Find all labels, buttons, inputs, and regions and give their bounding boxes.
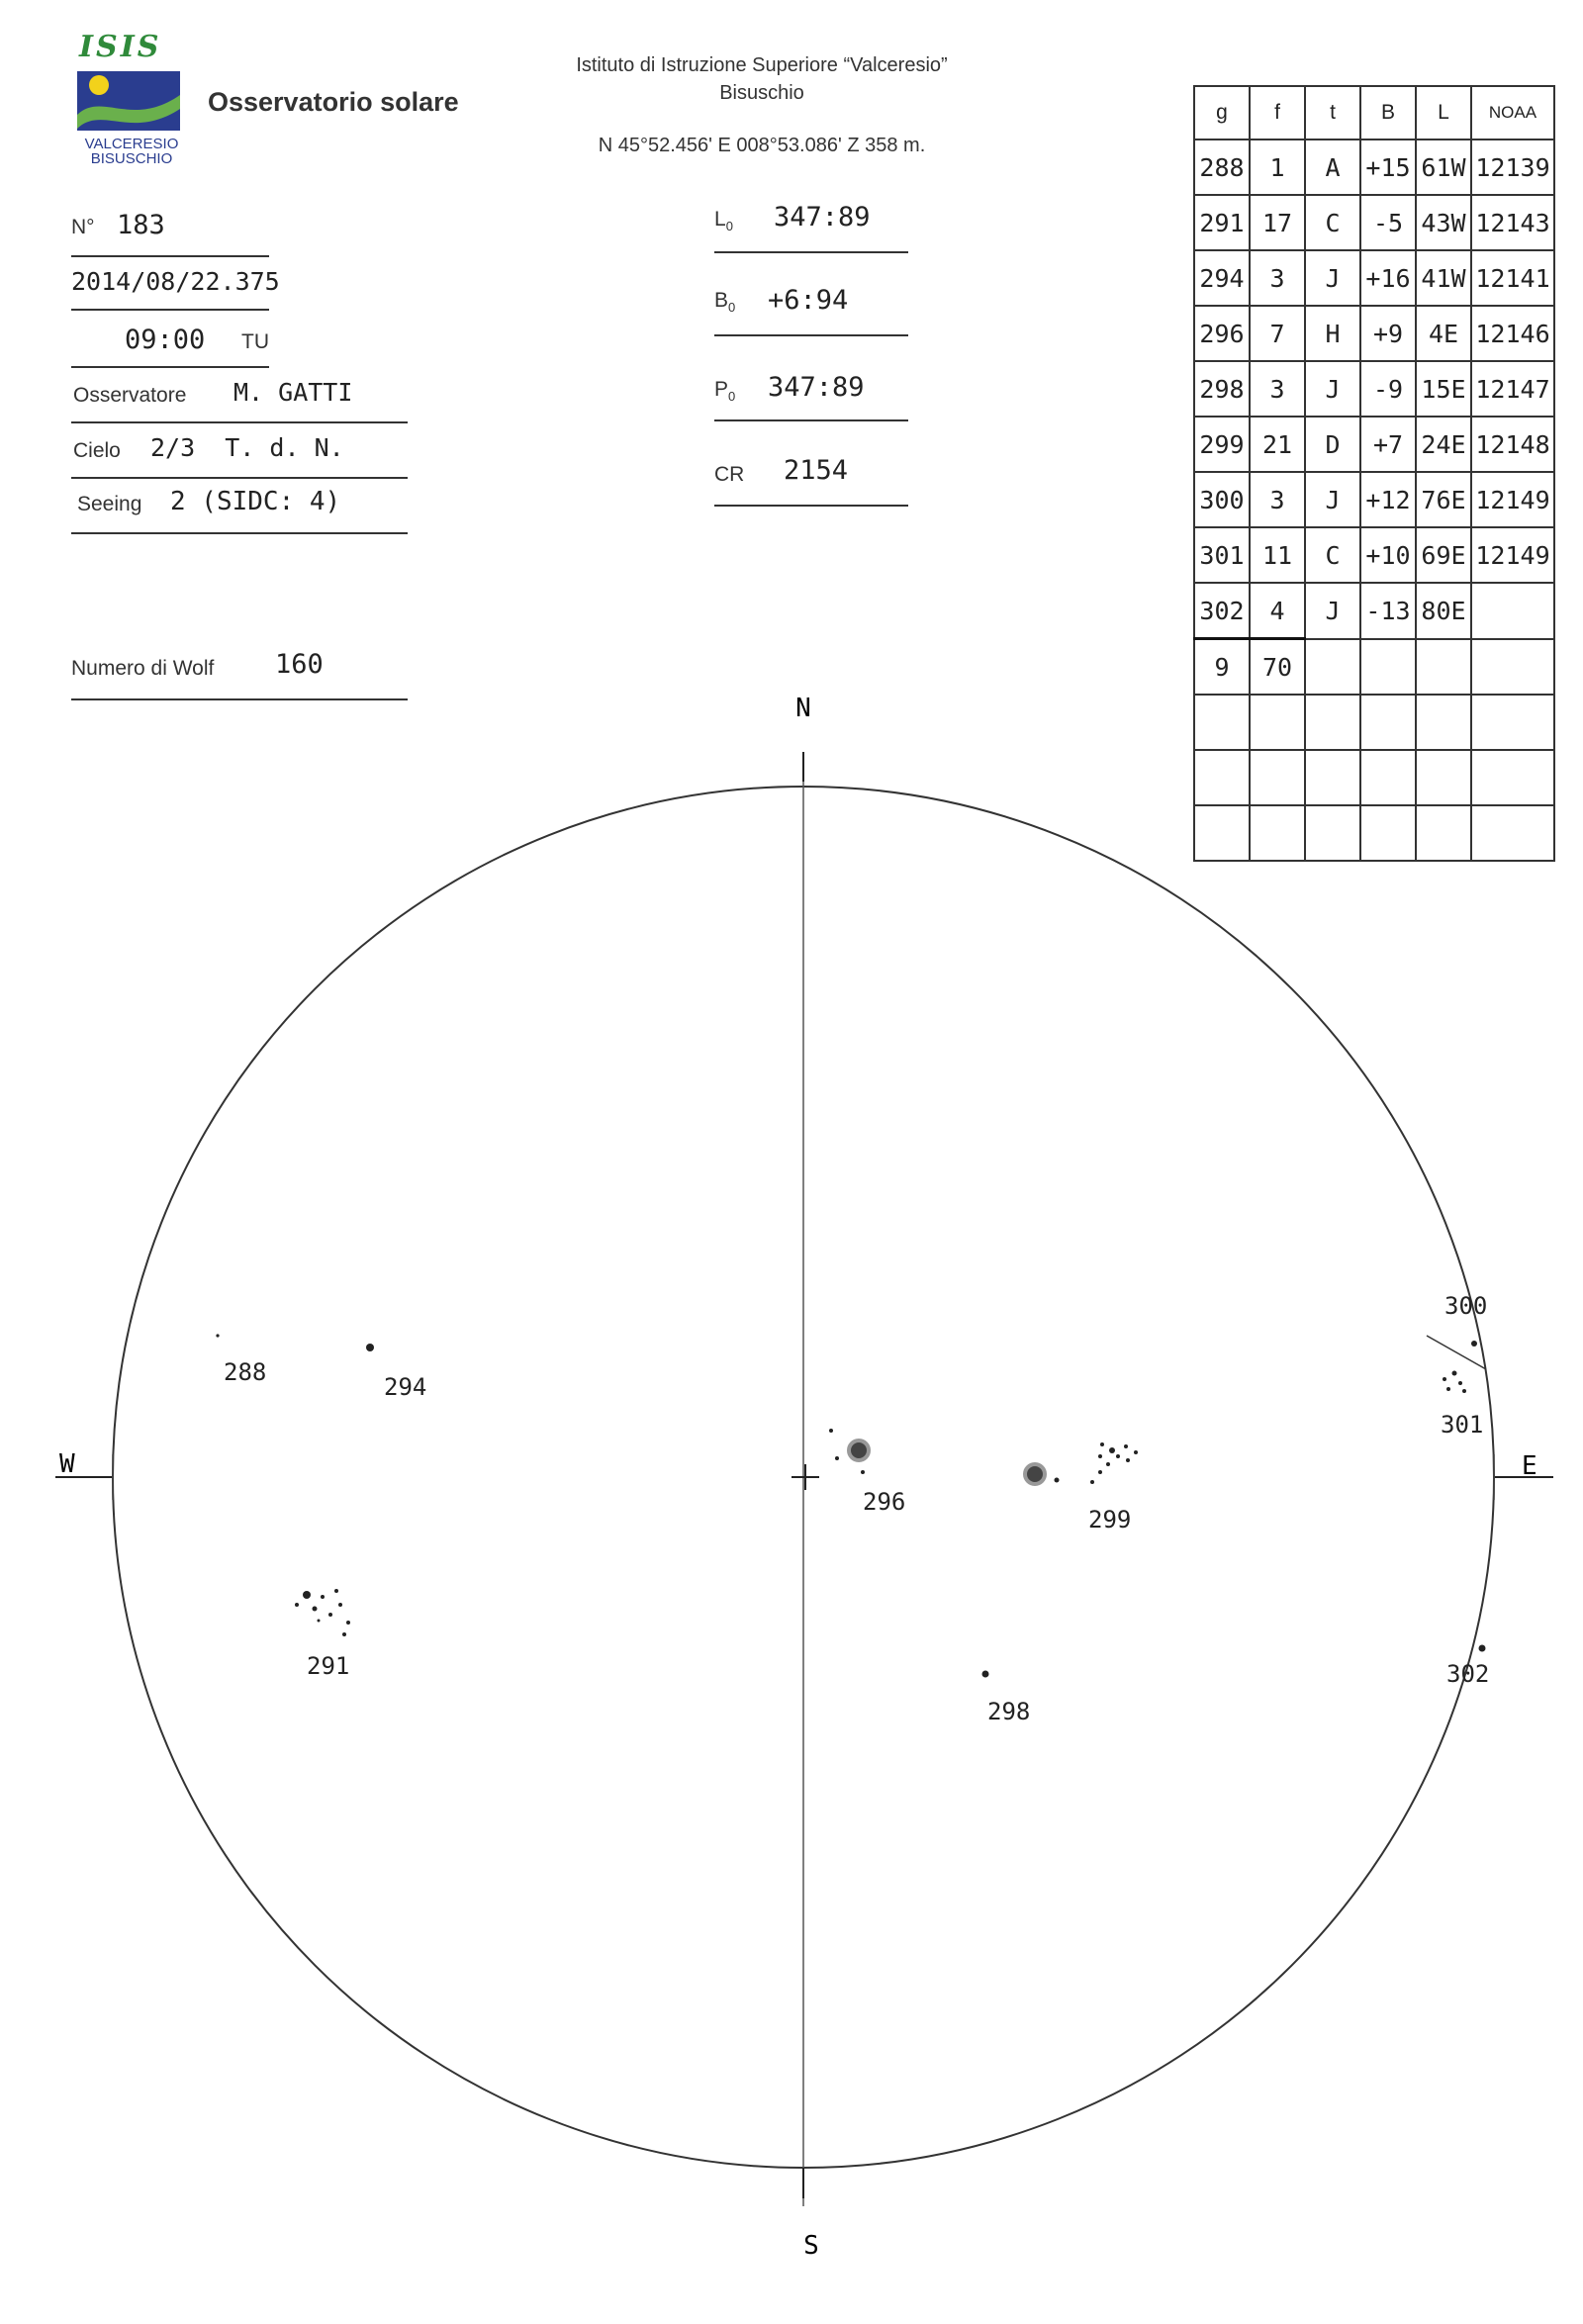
table-cell: H bbox=[1305, 306, 1360, 361]
table-cell: +9 bbox=[1360, 306, 1416, 361]
table-header-cell: NOAA bbox=[1471, 86, 1554, 139]
sunspot-299 bbox=[1124, 1444, 1128, 1448]
sunspot-299 bbox=[1126, 1458, 1130, 1462]
group-label-288: 288 bbox=[224, 1358, 267, 1386]
sunspot-299 bbox=[1109, 1447, 1115, 1453]
sunspot-296 bbox=[829, 1429, 833, 1433]
group-label-301: 301 bbox=[1441, 1411, 1484, 1439]
logo-text: ISIS bbox=[79, 30, 162, 64]
table-cell: 12146 bbox=[1471, 306, 1554, 361]
table-cell: 12149 bbox=[1471, 527, 1554, 583]
table-cell: 296 bbox=[1194, 306, 1250, 361]
sunspot-296 bbox=[861, 1470, 865, 1474]
institute-name: Istituto di Istruzione Superiore “Valceresio” Bisuschio bbox=[576, 54, 948, 104]
sunspot-299 bbox=[1098, 1454, 1102, 1458]
group-label-296: 296 bbox=[863, 1488, 906, 1516]
sunspot-291 bbox=[318, 1620, 321, 1623]
group-label-291: 291 bbox=[307, 1652, 350, 1680]
sky-label: Cielo bbox=[73, 439, 121, 462]
sunspot-298 bbox=[982, 1671, 989, 1678]
table-cell: +16 bbox=[1360, 250, 1416, 306]
group-label-299: 299 bbox=[1088, 1506, 1132, 1534]
group-label-302: 302 bbox=[1446, 1660, 1490, 1688]
seeing-label: Seeing bbox=[77, 493, 142, 515]
sunspot-301 bbox=[1458, 1381, 1462, 1385]
table-cell: 41W bbox=[1416, 250, 1471, 306]
table-cell: 291 bbox=[1194, 195, 1250, 250]
group-300-marker bbox=[1427, 1336, 1486, 1369]
time-unit: TU bbox=[241, 330, 269, 353]
table-cell: 12143 bbox=[1471, 195, 1554, 250]
l0-value: 347:89 bbox=[774, 202, 871, 232]
table-cell: C bbox=[1305, 527, 1360, 583]
sunspot-301 bbox=[1452, 1371, 1457, 1376]
table-cell: 3 bbox=[1250, 250, 1305, 306]
table-header-cell: B bbox=[1360, 86, 1416, 139]
table-cell: A bbox=[1305, 139, 1360, 195]
table-cell: 1 bbox=[1250, 139, 1305, 195]
sunspot-301 bbox=[1446, 1387, 1450, 1391]
observatory-coordinates: N 45°52.456' E 008°53.086' Z 358 m. bbox=[598, 135, 926, 156]
table-cell: 12149 bbox=[1471, 472, 1554, 527]
b0-value: +6:94 bbox=[768, 285, 849, 316]
table-cell: 294 bbox=[1194, 250, 1250, 306]
table-cell: 76E bbox=[1416, 472, 1471, 527]
table-cell: 300 bbox=[1194, 472, 1250, 527]
table-cell: 15E bbox=[1416, 361, 1471, 417]
page-title: Osservatorio solare bbox=[208, 87, 459, 117]
b0-label: $B_0$ bbox=[714, 289, 736, 316]
north-label: N bbox=[795, 694, 811, 723]
total-spots-cell: 70 bbox=[1250, 639, 1305, 696]
sunspot-299 bbox=[1116, 1454, 1120, 1458]
table-cell: 21 bbox=[1250, 417, 1305, 472]
p0-value: 347:89 bbox=[768, 372, 865, 403]
logo-subtitle: VALCERESIO BISUSCHIO bbox=[84, 136, 179, 167]
group-label-298: 298 bbox=[987, 1698, 1031, 1725]
table-cell: J bbox=[1305, 250, 1360, 306]
sunspot-296 bbox=[835, 1456, 839, 1460]
table-cell: 12147 bbox=[1471, 361, 1554, 417]
sunspot-291 bbox=[342, 1632, 346, 1636]
sunspot-291 bbox=[321, 1595, 325, 1599]
table-cell: 80E bbox=[1416, 583, 1471, 639]
table-cell: +7 bbox=[1360, 417, 1416, 472]
cr-value: 2154 bbox=[784, 455, 849, 486]
east-label: E bbox=[1522, 1451, 1537, 1481]
observer-label: Osservatore bbox=[73, 384, 187, 407]
sunspot-291 bbox=[346, 1621, 350, 1625]
south-label: S bbox=[803, 2231, 819, 2261]
table-cell: -9 bbox=[1360, 361, 1416, 417]
table-cell: J bbox=[1305, 361, 1360, 417]
table-header-cell: g bbox=[1194, 86, 1250, 139]
sunspot-291 bbox=[303, 1591, 311, 1599]
table-cell: 17 bbox=[1250, 195, 1305, 250]
wolf-label: Numero di Wolf bbox=[71, 657, 215, 680]
table-cell: 3 bbox=[1250, 361, 1305, 417]
cr-label: CR bbox=[714, 463, 745, 486]
table-cell: +10 bbox=[1360, 527, 1416, 583]
sunspot-291 bbox=[295, 1603, 299, 1607]
table-cell: 24E bbox=[1416, 417, 1471, 472]
table-cell: 69E bbox=[1416, 527, 1471, 583]
sunspot-291 bbox=[334, 1589, 338, 1593]
group-label-300: 300 bbox=[1444, 1292, 1488, 1320]
sunspot-299 bbox=[1025, 1464, 1045, 1484]
total-groups-cell: 9 bbox=[1194, 639, 1250, 696]
table-header-cell: L bbox=[1416, 86, 1471, 139]
table-cell: 12141 bbox=[1471, 250, 1554, 306]
sunspot-291 bbox=[313, 1607, 318, 1612]
table-cell: D bbox=[1305, 417, 1360, 472]
time-value: 09:00 bbox=[125, 325, 206, 355]
table-cell: -13 bbox=[1360, 583, 1416, 639]
observer-value: M. GATTI bbox=[233, 378, 353, 407]
table-cell: 288 bbox=[1194, 139, 1250, 195]
sunspot-299 bbox=[1100, 1442, 1104, 1446]
sunspot-299 bbox=[1090, 1480, 1094, 1484]
table-cell: 302 bbox=[1194, 583, 1250, 639]
sunspot-301 bbox=[1443, 1377, 1446, 1381]
sunspot-302 bbox=[1479, 1645, 1486, 1652]
table-cell: +12 bbox=[1360, 472, 1416, 527]
sunspot-299 bbox=[1134, 1450, 1138, 1454]
p0-label: $P_0$ bbox=[714, 378, 736, 405]
table-cell: 12139 bbox=[1471, 139, 1554, 195]
west-label: W bbox=[59, 1449, 75, 1479]
table-cell: 7 bbox=[1250, 306, 1305, 361]
table-cell: 4E bbox=[1416, 306, 1471, 361]
table-cell: C bbox=[1305, 195, 1360, 250]
sky-value: 2/3 T. d. N. bbox=[150, 433, 344, 462]
sunspot-301 bbox=[1462, 1389, 1466, 1393]
table-cell: 12148 bbox=[1471, 417, 1554, 472]
table-header-cell: t bbox=[1305, 86, 1360, 139]
table-cell: 299 bbox=[1194, 417, 1250, 472]
sunspot-291 bbox=[328, 1613, 332, 1617]
table-cell: J bbox=[1305, 583, 1360, 639]
table-cell: 11 bbox=[1250, 527, 1305, 583]
sunspot-296 bbox=[849, 1441, 869, 1460]
sunspot-291 bbox=[338, 1603, 342, 1607]
sunspot-300 bbox=[1471, 1341, 1477, 1347]
table-header-cell: f bbox=[1250, 86, 1305, 139]
table-cell: 43W bbox=[1416, 195, 1471, 250]
table-cell: 301 bbox=[1194, 527, 1250, 583]
number-value: 183 bbox=[117, 210, 165, 240]
group-label-294: 294 bbox=[384, 1373, 427, 1401]
sunspot-299 bbox=[1106, 1462, 1110, 1466]
wolf-value: 160 bbox=[275, 649, 324, 680]
table-cell: +15 bbox=[1360, 139, 1416, 195]
sunspot-288 bbox=[216, 1334, 219, 1337]
table-cell: 298 bbox=[1194, 361, 1250, 417]
table-cell: 3 bbox=[1250, 472, 1305, 527]
sunspot-294 bbox=[366, 1344, 374, 1351]
table-cell: -5 bbox=[1360, 195, 1416, 250]
table-cell: 61W bbox=[1416, 139, 1471, 195]
date-value: 2014/08/22.375 bbox=[71, 267, 280, 296]
number-label: N° bbox=[71, 216, 95, 238]
sunspot-labels bbox=[224, 1292, 1489, 1725]
table-cell: 4 bbox=[1250, 583, 1305, 639]
table-cell: J bbox=[1305, 472, 1360, 527]
l0-label: $L_0$ bbox=[714, 208, 733, 234]
sunspot-299 bbox=[1098, 1470, 1102, 1474]
sunspot-299 bbox=[1055, 1478, 1060, 1483]
seeing-value: 2 (SIDC: 4) bbox=[170, 487, 341, 516]
